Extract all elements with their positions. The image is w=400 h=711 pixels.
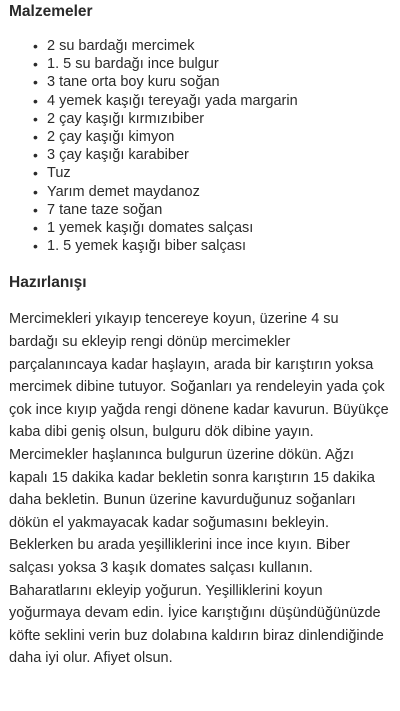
ingredient-text: 4 yemek kaşığı tereyağı yada margarin (47, 92, 298, 109)
ingredient-text: 2 çay kaşığı kimyon (47, 129, 175, 146)
bullet-icon: • (33, 110, 38, 127)
list-item (33, 110, 391, 128)
ingredient-text: 3 tane orta boy kuru soğan (47, 74, 220, 91)
ingredient-text: Yarım demet maydanoz (47, 183, 200, 200)
list-item (33, 37, 391, 55)
list-item (33, 164, 391, 182)
bullet-icon: • (33, 74, 38, 91)
preparation-body (9, 308, 391, 670)
list-item (33, 237, 391, 255)
ingredients-list (9, 37, 391, 255)
bullet-icon: • (33, 56, 38, 73)
list-item (33, 128, 391, 146)
bullet-icon: • (33, 220, 38, 237)
bullet-icon: • (33, 147, 38, 164)
bullet-icon: • (33, 183, 38, 200)
ingredient-text: 2 çay kaşığı kırmızıbiber (47, 110, 205, 127)
list-item (33, 201, 391, 219)
list-item (33, 92, 391, 110)
list-item (33, 183, 391, 201)
ingredient-text: 3 çay kaşığı karabiber (47, 147, 189, 164)
list-item (33, 146, 391, 164)
preparation-text: Mercimekleri yıkayıp tencereye koyun, üzerine 4 su bardağı su ekleyip rengi dönüp mercimekler parçalanıncaya kadar haşlayın, arada bir karıştırın yoksa mercimek dibine tutuyor. Soğanları ya rendeleyin yada çok çok ince kıyıp yağda rengi dönene kadar kavurun. Büyükçe kaba dibi geniş olsun, bulguru dök dibine yayın. Mercimekler haşlanınca bulgurun üzerine dökün. Ağzı kapalı 15 dakika kadar bekletin sonra karıştırın 15 dakika daha bekletin. Bunun üzerine kavurduğunuz soğanları dökün el yakmayacak kadar soğumasını bekleyin. Beklerken bu arada yeşilliklerini ince ince kıyın. Biber salçası yoksa 3 kaşık domates salçası kullanın. Baharatlarını ekleyip yoğurun. Yeşilliklerini koyun yoğurmaya devam edin. İyice karıştığını düşündüğünüzde köfte seklini verin buz dolabına kaldırın biraz dinlendiğinde daha iyi olur. Afiyet olsun. (9, 311, 389, 667)
ingredients-heading: Malzemeler (9, 3, 93, 20)
bullet-icon: • (33, 201, 38, 218)
ingredient-text: 2 su bardağı mercimek (47, 38, 195, 54)
list-item (33, 73, 391, 91)
list-item (33, 219, 391, 237)
ingredient-text: 7 tane taze soğan (47, 201, 163, 218)
preparation-heading: Hazırlanışı (9, 274, 87, 292)
ingredient-text: Tuz (47, 165, 71, 182)
bullet-icon: • (33, 238, 38, 255)
bullet-icon: • (33, 38, 38, 54)
bullet-icon: • (33, 165, 38, 182)
list-item (33, 55, 391, 73)
bullet-icon: • (33, 92, 38, 109)
bullet-icon: • (33, 129, 38, 146)
ingredient-text: 1. 5 yemek kaşığı biber salçası (47, 238, 247, 255)
ingredient-text: 1 yemek kaşığı domates salçası (47, 220, 254, 237)
ingredient-text: 1. 5 su bardağı ince bulgur (47, 56, 219, 73)
